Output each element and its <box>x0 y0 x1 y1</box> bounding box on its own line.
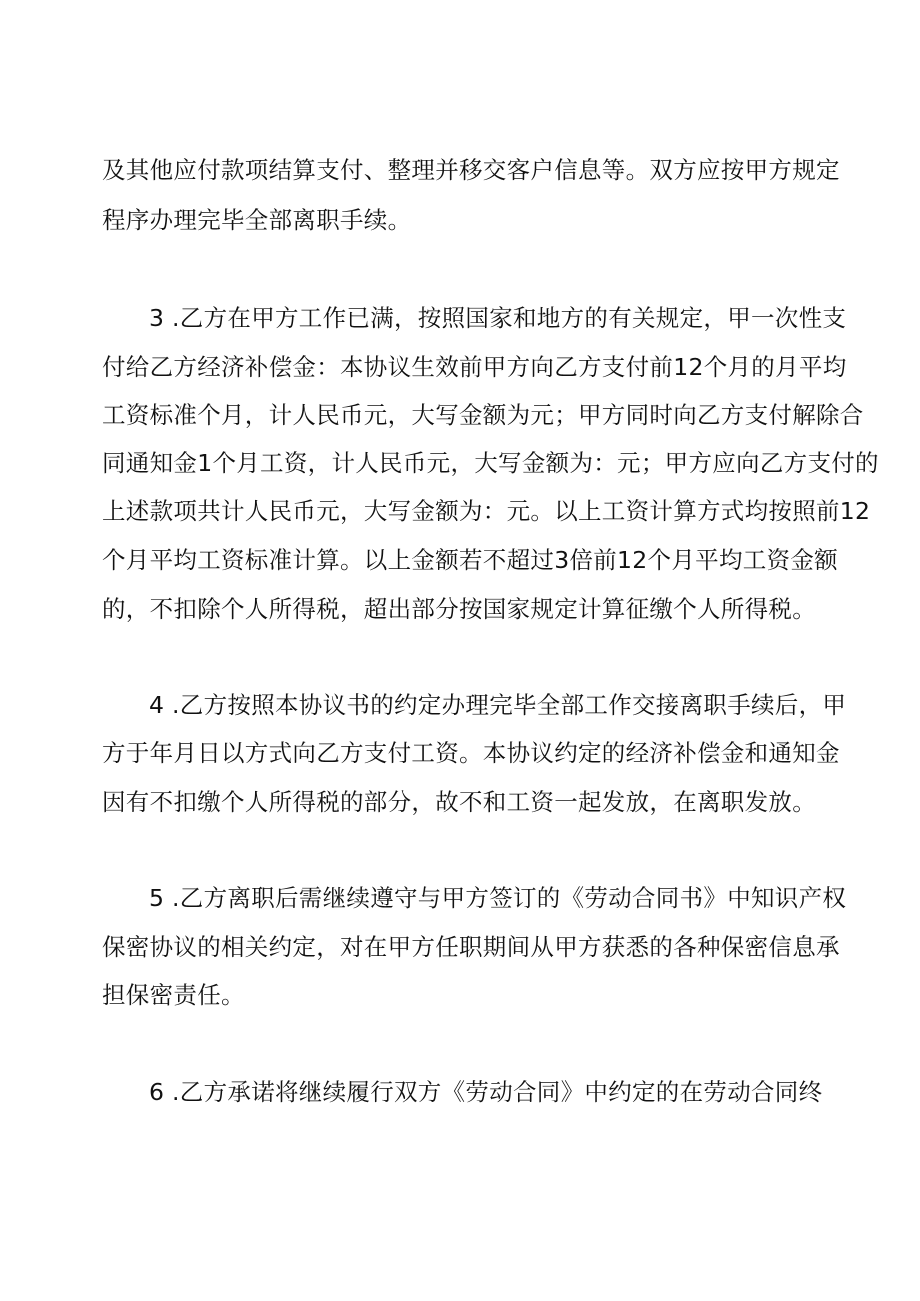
paragraph-3-line-5: 上述款项共计人民币元，大写金额为：元。以上工资计算方式均按照前12 <box>102 497 871 525</box>
paragraph-1-line-2: 程序办理完毕全部离职手续。 <box>102 206 412 234</box>
paragraph-3-line-2: 付给乙方经济补偿金：本协议生效前甲方向乙方支付前12个月的月平均 <box>102 353 847 381</box>
paragraph-6-line-1: 6 .乙方承诺将继续履行双方《劳动合同》中约定的在劳动合同终 <box>149 1078 823 1106</box>
paragraph-5-line-2: 保密协议的相关约定，对在甲方任职期间从甲方获悉的各种保密信息承 <box>102 933 840 961</box>
paragraph-4-line-1: 4 .乙方按照本协议书的约定办理完毕全部工作交接离职手续后，甲 <box>149 691 847 719</box>
paragraph-1-line-1: 及其他应付款项结算支付、整理并移交客户信息等。双方应按甲方规定 <box>102 156 840 184</box>
paragraph-4-line-2: 方于年月日以方式向乙方支付工资。本协议约定的经济补偿金和通知金 <box>102 739 840 767</box>
paragraph-5-line-1: 5 .乙方离职后需继续遵守与甲方签订的《劳动合同书》中知识产权 <box>149 884 847 912</box>
paragraph-3-line-4: 同通知金1个月工资，计人民币元，大写金额为：元；甲方应向乙方支付的 <box>102 449 879 477</box>
paragraph-4-line-3: 因有不扣缴个人所得税的部分，故不和工资一起发放，在离职发放。 <box>102 788 816 816</box>
paragraph-3-line-6: 个月平均工资标准计算。以上金额若不超过3倍前12个月平均工资金额 <box>102 546 838 574</box>
paragraph-5-line-3: 担保密责任。 <box>102 981 245 1009</box>
paragraph-3-line-1: 3 .乙方在甲方工作已满，按照国家和地方的有关规定，甲一次性支 <box>149 304 847 332</box>
paragraph-3-line-3: 工资标准个月，计人民币元，大写金额为元；甲方同时向乙方支付解除合 <box>102 401 864 429</box>
paragraph-3-line-7: 的，不扣除个人所得税，超出部分按国家规定计算征缴个人所得税。 <box>102 595 816 623</box>
